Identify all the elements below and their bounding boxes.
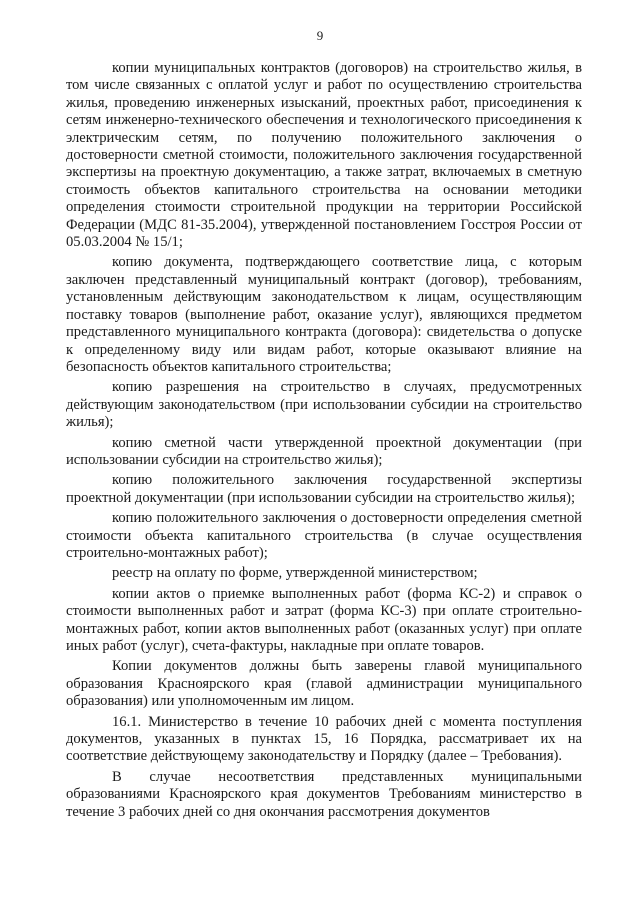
page-number: 9: [316, 28, 324, 43]
paragraph-construction-permit: копию разрешения на строительство в случаях, предусмотренных действующим законодательством (при использовании субсидии на строительство жилья);: [66, 379, 582, 431]
document-body: [66, 60, 582, 821]
paragraph-acceptance-acts: копии актов о приемке выполненных работ (форма КС-2) и справок о стоимости выполненных работ и затрат (форма КС-3) при оплате строительно-монтажных работ, копии актов выполненных работ (оказанных услуг) при оплате иных работ (услуг), счета-фактуры, накладные при оплате товаров.: [66, 585, 582, 654]
paragraph-state-expertise: копию положительного заключения государственной экспертизы проектной документации (при использовании субсидии на строительство жилья);: [66, 472, 582, 506]
paragraph-noncompliance: В случае несоответствия представленных муниципальными образованиями Красноярского края документов Требованиям министерство в течение 3 рабочих дней со дня окончания рассмотрения документов: [66, 768, 582, 820]
paragraph-clause-16-1: 16.1. Министерство в течение 10 рабочих дней с момента поступления документов, указанных в пунктах 15, 16 Порядка, рассматривает их на соответствие действующему законодательству и Порядку (далее – Требования).: [66, 713, 582, 765]
paragraph-compliance-document: копию документа, подтверждающего соответствие лица, с которым заключен представленный муниципальный контракт (договор), требованиям, установленным действующим законодательством к лицам, осуществляющим поставку товаров (выполнение работ, оказание услуг), являющихся предметом представленного муниципального контракта (договора): свидетельства о допуске к определенному виду или видам работ, которые оказывают влияние на безопасность объектов капитального строительства;: [66, 254, 582, 375]
paragraph-certification: Копии документов должны быть заверены главой муниципального образования Красноярского края (главой администрации муниципального образования) или уполномоченным им лицом.: [66, 658, 582, 710]
paragraph-estimate-section: копию сметной части утвержденной проектной документации (при использовании субсидии на строительство жилья);: [66, 434, 582, 468]
paragraph-municipal-contracts: копии муниципальных контрактов (договоров) на строительство жилья, в том числе связанных с оплатой услуг и работ по осуществлению строительства жилья, проведению инженерных изысканий, проектных работ, присоединения к сетям инженерно-технического обеспечения и технологического присоединения к электрическим сетям, по получению положительного заключения о достоверности сметной стоимости, положительного заключения государственной экспертизы на проектную документацию, а также затрат, включаемых в сметную стоимость объектов капитального строительства на основании методики определения стоимости строительной продукции на территории Российской Федерации (МДС 81-35.2004), утвержденной постановлением Госстроя России от 05.03.2004 № 15/1;: [66, 60, 582, 251]
paragraph-cost-reliability: копию положительного заключения о достоверности определения сметной стоимости объекта капитального строительства (в случае осуществления строительно-монтажных работ);: [66, 510, 582, 561]
paragraph-payment-register: реестр на оплату по форме, утвержденной министерством;: [112, 565, 478, 582]
